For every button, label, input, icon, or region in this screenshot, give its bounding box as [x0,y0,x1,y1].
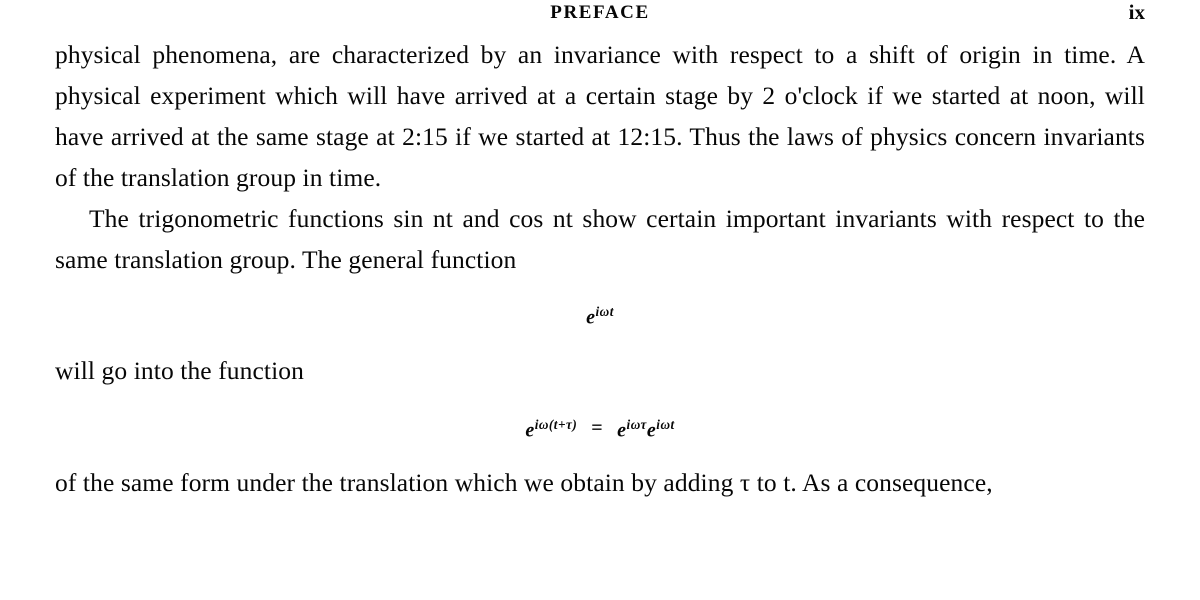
equation-2-right-second-exponent: iωt [656,416,675,432]
paragraph-1: physical phenomena, are characterized by an invariance with respect to a shift of origin in time. A physical experiment which will have arrived at a certain stage by 2 o'clock if we started at noon, will have arrived at the same stage at 2:15 if we started at 12:15. Thus the laws of physics concern invariants of the translation group in time. [55,40,1145,192]
spacer-before-equation-2 [55,391,1145,407]
paragraph-2: The trigonometric functions sin nt and cos nt show certain important invariants with respect to the same translation group. The general function [55,204,1145,274]
equation-2-left-exponent: iω(t+τ) [534,416,578,432]
spacer-after-equation-2 [55,450,1145,462]
paragraph-3: will go into the function [55,355,304,385]
spacer-before-equation-1 [55,280,1145,294]
equation-2-right-second-base: e [646,419,657,442]
equation-1 [55,304,1145,330]
equation-2-relation: = [591,417,604,440]
spacer-after-equation-1 [55,338,1145,350]
page-number: ix [1128,0,1145,24]
equation-2-left-base: e [525,419,535,442]
equation-1-base: e [586,306,596,329]
running-head [55,0,1145,34]
page-body [55,34,1145,503]
equation-1-exponent: iωt [595,304,614,319]
equation-2-right-first-exponent: iωτ [626,416,647,432]
page-header-title: PREFACE [550,2,650,23]
paragraph-4: of the same form under the translation which we obtain by adding τ to t. As a consequence, [55,468,993,498]
equation-2 [55,417,1145,443]
equation-2-right-first-base: e [617,419,627,442]
